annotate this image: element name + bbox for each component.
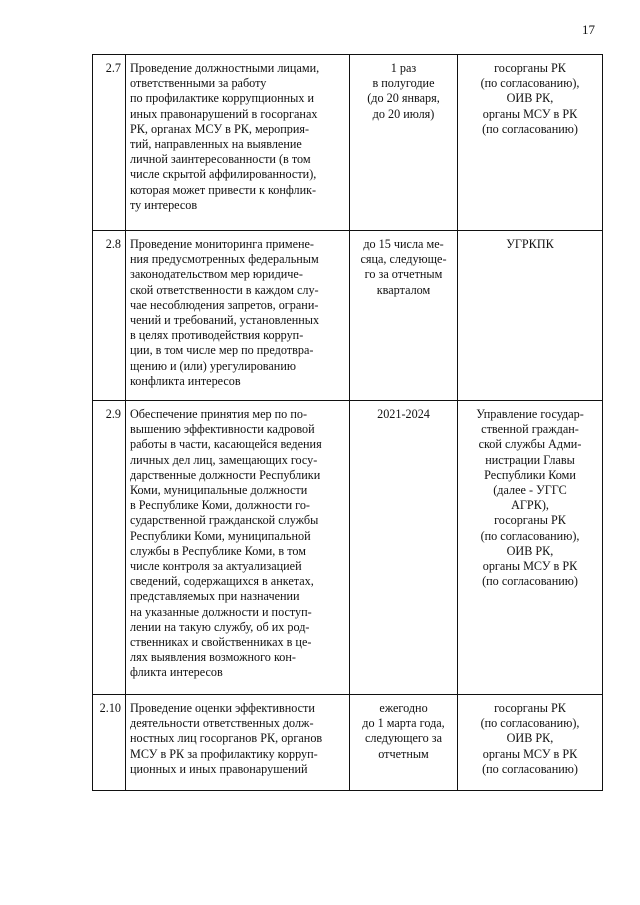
table-row: [93, 401, 603, 695]
row-responsible: Управление государ- ственной граждан- ской службы Адми- нистрации Главы Республики Коми (далее - УГГС АГРК), госорганы РК (по согласованию), ОИВ РК, органы МСУ в РК (по согласованию): [458, 401, 603, 695]
row-number: 2.9: [93, 401, 126, 695]
measures-table: [92, 54, 603, 791]
row-action: Проведение должностными лицами, ответственными за работу по профилактике коррупционных и иных правонарушений в госорганах РК, органах МСУ в РК, мероприя- тий, направленных на выявление личной заинтересованности (в том числе скрытой аффилированности), которая может привести к конфлик- ту интересов: [126, 55, 350, 231]
row-term: до 15 числа ме- сяца, следующе- го за отчетным кварталом: [350, 231, 458, 401]
row-action: Обеспечение принятия мер по по- вышению эффективности кадровой работы в части, касающейся ведения личных дел лиц, замещающих госу- дарственные должности Республики Коми, муниципальные должности в Республике Коми, должности го- сударственной гражданской службы Республики Коми, муниципальной службы в Республике Коми, в том числе контроля за актуализацией сведений, содержащихся в анкетах, представляемых при назначении на указанные должности и поступ- лении на такую службу, об их род- ственниках и свойственниках в це- лях выявления возможного кон- фликта интересов: [126, 401, 350, 695]
row-action: Проведение оценки эффективности деятельности ответственных долж- ностных лиц госорганов РК, органов МСУ в РК за профилактику корруп- ционных и иных правонарушений: [126, 695, 350, 791]
row-responsible: госорганы РК (по согласованию), ОИВ РК, органы МСУ в РК (по согласованию): [458, 55, 603, 231]
table-row: [93, 55, 603, 231]
row-number: 2.10: [93, 695, 126, 791]
row-responsible: УГРКПК: [458, 231, 603, 401]
row-term: ежегодно до 1 марта года, следующего за отчетным: [350, 695, 458, 791]
row-responsible: госорганы РК (по согласованию), ОИВ РК, органы МСУ в РК (по согласованию): [458, 695, 603, 791]
table-row: [93, 695, 603, 791]
row-term: 2021-2024: [350, 401, 458, 695]
table-row: [93, 231, 603, 401]
page-number: 17: [582, 22, 595, 37]
row-action: Проведение мониторинга примене- ния предусмотренных федеральным законодательством мер юридиче- ской ответственности в каждом слу- чае несоблюдения запретов, ограни- чений и требований, установленных в целях противодействия корруп- ции, в том числе мер по предотвра- щению и (или) урегулированию конфликта интересов: [126, 231, 350, 401]
row-number: 2.7: [93, 55, 126, 231]
row-term: 1 раз в полугодие (до 20 января, до 20 июля): [350, 55, 458, 231]
row-number: 2.8: [93, 231, 126, 401]
